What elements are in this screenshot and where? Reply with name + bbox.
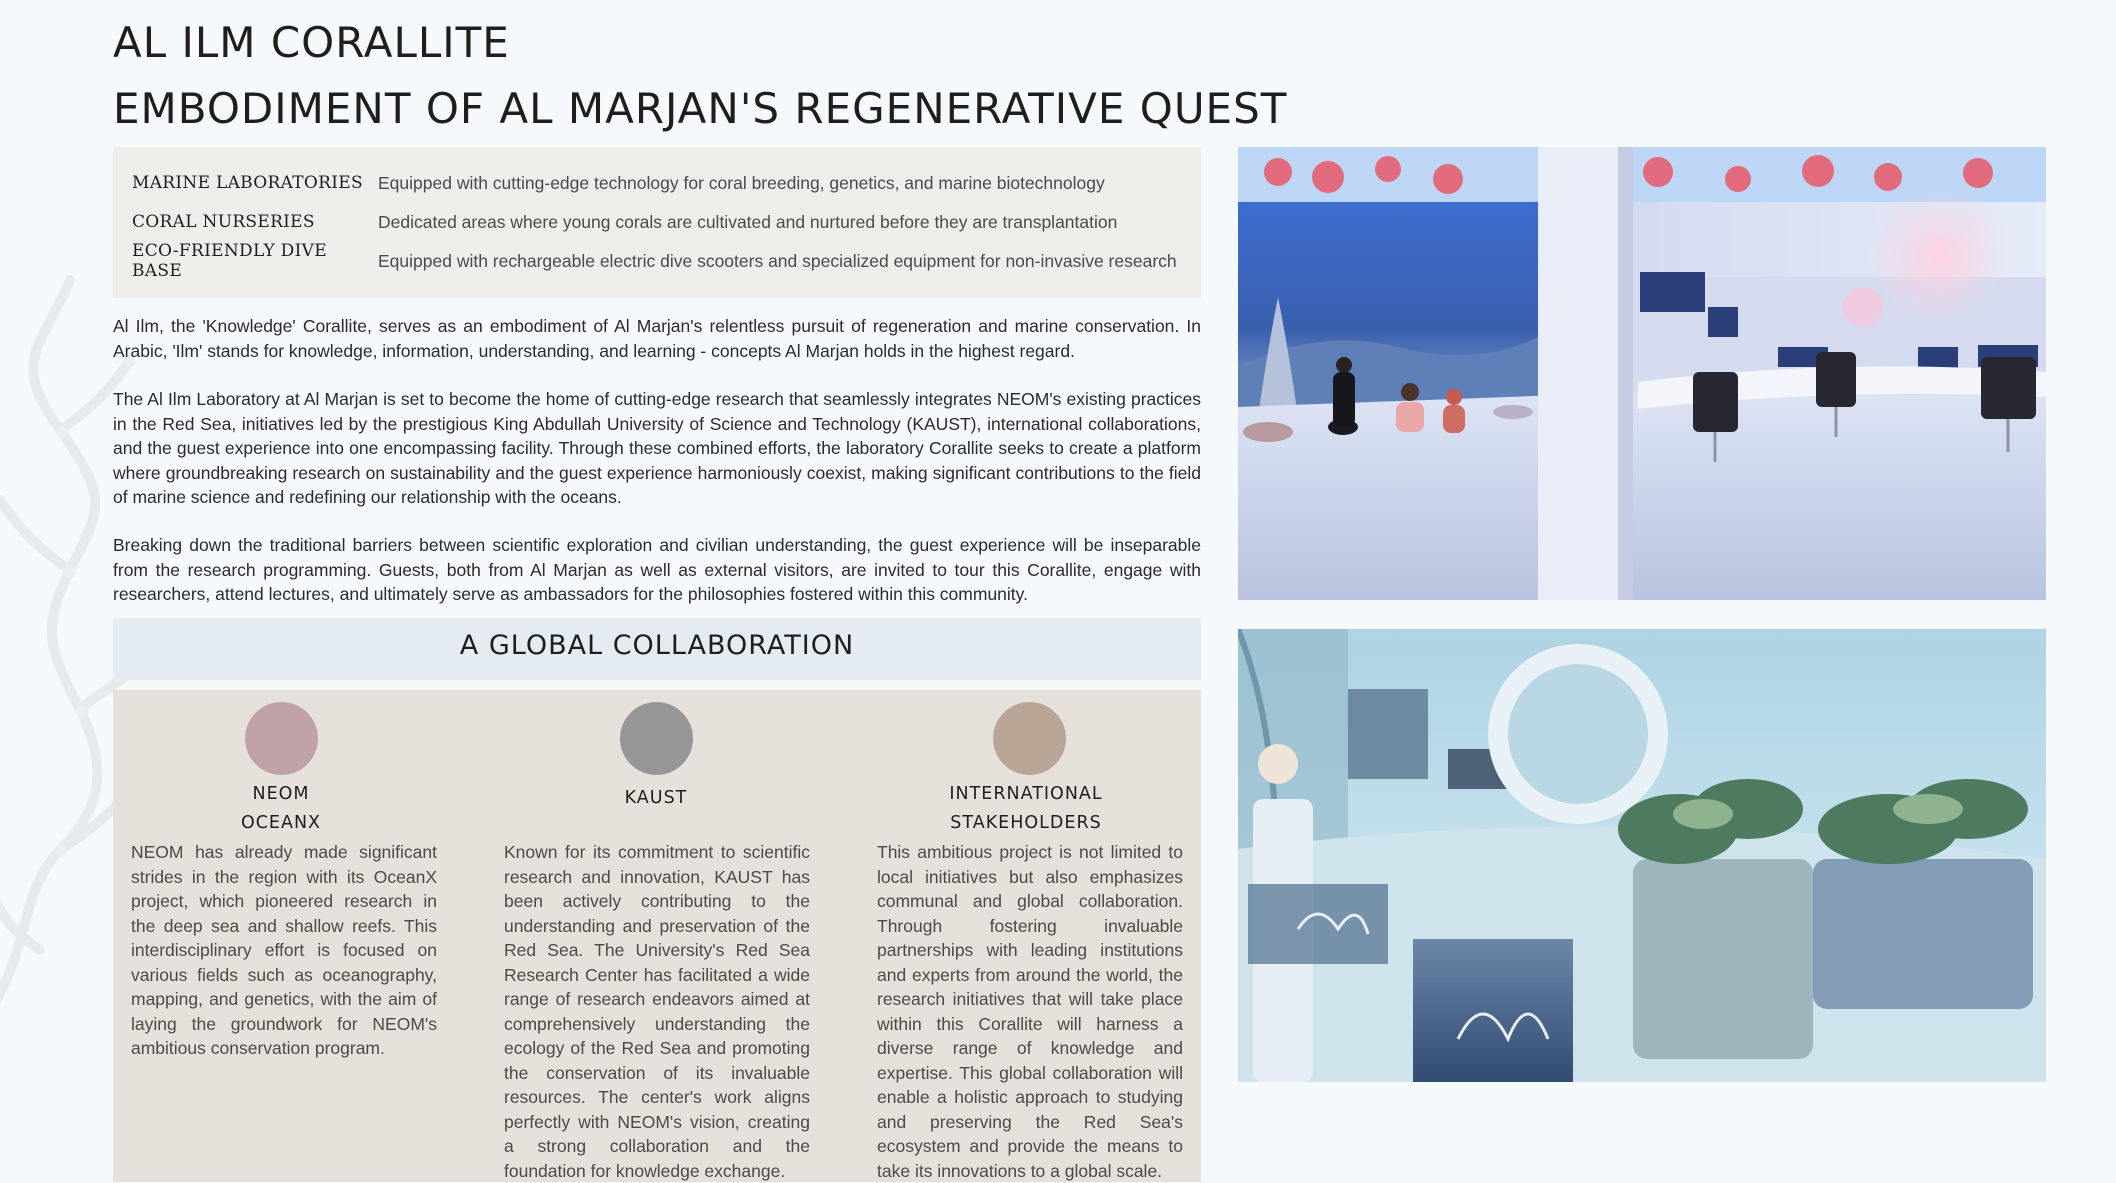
feature-name: MARINE LABORATORIES [132, 173, 363, 193]
partner-name-line: OCEANX [240, 813, 322, 833]
collaboration-header [113, 618, 1201, 680]
observation-lounge-render [1238, 147, 2046, 600]
coral-nursery-render [1238, 629, 2046, 1082]
feature-description: Equipped with rechargeable electric dive scooters and specialized equipment for non-invasive research [378, 250, 1177, 271]
partner-name [151, 780, 411, 838]
partner-circle-icon [993, 702, 1066, 775]
features-table [113, 147, 1201, 298]
partner-circle-icon [245, 702, 318, 775]
feature-name: ECO-FRIENDLY DIVE BASE [132, 241, 327, 281]
partner-description: NEOM has already made significant strides in the region with its OceanX project, which pioneered research in the deep sea and shallow reefs. This interdisciplinary effort is focused on various fields such as oceanography, mapping, and genetics, with the aim of laying the groundwork for NEOM's ambitious conservation program. [131, 842, 437, 1058]
partner-name [526, 784, 786, 813]
partner-name-line: NEOM [252, 784, 310, 804]
feature-name: CORAL NURSERIES [132, 212, 315, 232]
partner-name-line: STAKEHOLDERS [950, 813, 1102, 833]
page-subtitle: EMBODIMENT OF AL MARJAN'S REGENERATIVE QUEST [113, 84, 1288, 133]
collaboration-title: A GLOBAL COLLABORATION [459, 630, 855, 661]
feature-description: Dedicated areas where young corals are cultivated and nurtured before they are transplantation [378, 211, 1118, 232]
collaboration-panel [113, 690, 1201, 1182]
feature-description: Equipped with cutting-edge technology for coral breeding, genetics, and marine biotechnology [378, 172, 1105, 193]
guest-experience-paragraph: Breaking down the traditional barriers between scientific exploration and civilian understanding, the guest experience will be inseparable from the research programming. Guests, both from Al Marjan as well as external visitors, are invited to tour this Corallite, engage with researchers, attend lectures, and ultimately serve as ambassadors for the philosophies fostered within this community. [113, 535, 1201, 604]
laboratory-paragraph: The Al Ilm Laboratory at Al Marjan is set to become the home of cutting-edge research that seamlessly integrates NEOM's existing practices in the Red Sea, initiatives led by the prestigious King Abdullah University of Science and Technology (KAUST), international collaborations, and the guest experience into one encompassing facility. Through these combined efforts, the laboratory Corallite seeks to create a platform where groundbreaking research on sustainability and the guest experience harmoniously coexist, making significant contributions to the field of marine science and redefining our relationship with the oceans. [113, 389, 1201, 507]
partner-name [896, 780, 1156, 838]
intro-paragraph: Al Ilm, the 'Knowledge' Corallite, serves as an embodiment of Al Marjan's relentless pursuit of regeneration and marine conservation. In Arabic, 'Ilm' stands for knowledge, information, understanding, and learning - concepts Al Marjan holds in the highest regard. [113, 316, 1201, 361]
partner-description: Known for its commitment to scientific research and innovation, KAUST has been actively contributing to the understanding and preservation of the Red Sea. The University's Red Sea Research Center has facilitated a wide range of research endeavors aimed at comprehensively understanding the ecology of the Red Sea and promoting the conservation of its invaluable resources. The center's work aligns perfectly with NEOM's vision, creating a strong collaboration and the foundation for knowledge exchange. [504, 842, 810, 1181]
partner-circle-icon [620, 702, 693, 775]
partner-name-line: INTERNATIONAL [949, 784, 1103, 804]
feature-row [132, 168, 1105, 198]
partner-description: This ambitious project is not limited to local initiatives but also emphasizes communal and global collaboration. Through fostering invaluable partnerships with leading institutions and experts from around the world, the research initiatives that will take place within this Corallite will harness a diverse range of knowledge and expertise. This global collaboration will enable a holistic approach to studying and preserving the Red Sea's ecosystem and provide the means to take its innovations to a global scale. [877, 842, 1183, 1181]
feature-row [132, 207, 1117, 237]
partner-name-line: KAUST [624, 788, 688, 808]
page-title: AL ILM CORALLITE [113, 18, 510, 67]
feature-row [132, 241, 1177, 281]
